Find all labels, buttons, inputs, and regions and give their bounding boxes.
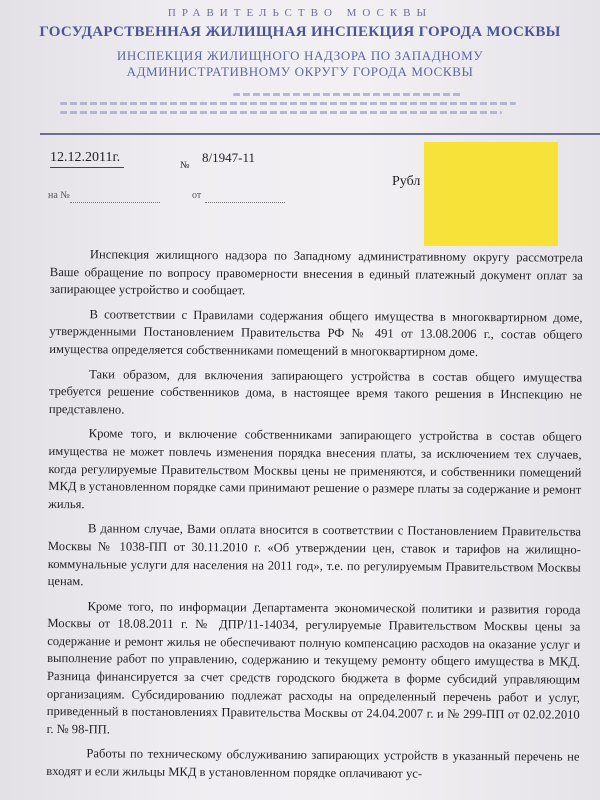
redaction-sticky-note <box>424 142 558 246</box>
addressee-text: Рубл <box>392 174 421 189</box>
letterhead-agency: ГОСУДАРСТВЕННАЯ ЖИЛИЩНАЯ ИНСПЕКЦИЯ ГОРОДА МОСКВЫ <box>39 24 561 40</box>
letterhead-division-1: ИНСПЕКЦИЯ ЖИЛИЩНОГО НАДЗОРА ПО ЗАПАДНОМУ <box>116 48 484 63</box>
letterhead-division-2: АДМИНИСТРАТИВНОМУ ОКРУГУ ГОРОДА МОСКВЫ <box>126 64 474 79</box>
letterhead-divider <box>40 133 600 135</box>
body-paragraph: В соответствии с Правилами содержания общего имущества в многоквартирном доме, утвержденными Постановлением Правительства РФ № 491 от 13.08.2006 г., состав общего имущества определяется собственниками помещений в многоквартирном доме. <box>49 307 583 359</box>
reference-date-line <box>205 202 285 203</box>
letterhead-contacts-blurred <box>60 87 540 127</box>
body-paragraph: Таки образом, для включения запирающего устройства в состав общего имущества требуется решение собственников дома, в настоящее время такого решения в Инспекцию не представлено. <box>48 366 583 417</box>
reference-date-label: от <box>192 190 202 201</box>
body-paragraph: Инспекция жилищного надзора по Западному административному округу рассмотрела Ваше обращение по вопросу правомерности внесения в единый платежный документ оплат за запирающее устройство и сообщает. <box>49 247 583 298</box>
reference-number-line <box>70 202 160 203</box>
number-sign: № <box>180 160 190 171</box>
letter-number: 8/1947-11 <box>202 150 255 165</box>
contacts-line <box>60 111 502 114</box>
reference-number-label: на № <box>48 190 70 201</box>
contacts-line <box>233 93 463 96</box>
body-paragraph: Кроме того, по информации Департамента экономической политики и развития города Москвы от 18.08.2011 г. № ДПР/11-14034, регулируемые Правительством Москвы цены за содержание и ремонт жилья не обеспечивают полную компенсацию расходов на оказание услуг и выполнение работ по управлению, содержанию и текущему ремонту общего имущества в МКД. Разница финансируется за счет средств городского бюджета в форме субсидий управляющим организациям. Субсидированию подлежат расходы на определенный перечень работ и услуг, приведенный в постановлениях Правительства Москвы от 24.04.2007 г. и № 299-ПП от 02.02.2010 г. № 98-ПП. <box>46 598 581 737</box>
letter-body <box>46 246 583 791</box>
body-paragraph: Работы по техническому обслуживанию запирающих устройств в указанный перечень не входят и если жильцы МКД в установленном порядке оплачивают ус- <box>46 746 580 781</box>
letter-date: 12.12.2011г. <box>50 150 124 168</box>
body-paragraph: В данном случае, Вами оплата вносится в соответствии с Постановлением Правительства Москвы № 1038-ПП от 30.11.2010 г. «Об утверждении цен, ставок и тарифов на жилищно-коммунальные услуги для населения на 2011 год», т.е. по регулируемым Правительством Москвы ценам. <box>47 521 582 589</box>
body-paragraph: Кроме того, и включение собственниками запирающего устройства в состав общего имущества не может повлечь изменения порядка внесения платы, за исключением тех случаев, когда регулируемые Правительством Москвы цены не применяются, и собственники помещений МКД в установленном порядке сами принимают решение о размере платы за содержание и ремонт жилья. <box>48 426 582 511</box>
letterhead-government: ПРАВИТЕЛЬСТВО МОСКВЫ <box>167 7 433 19</box>
contacts-line <box>60 102 516 105</box>
